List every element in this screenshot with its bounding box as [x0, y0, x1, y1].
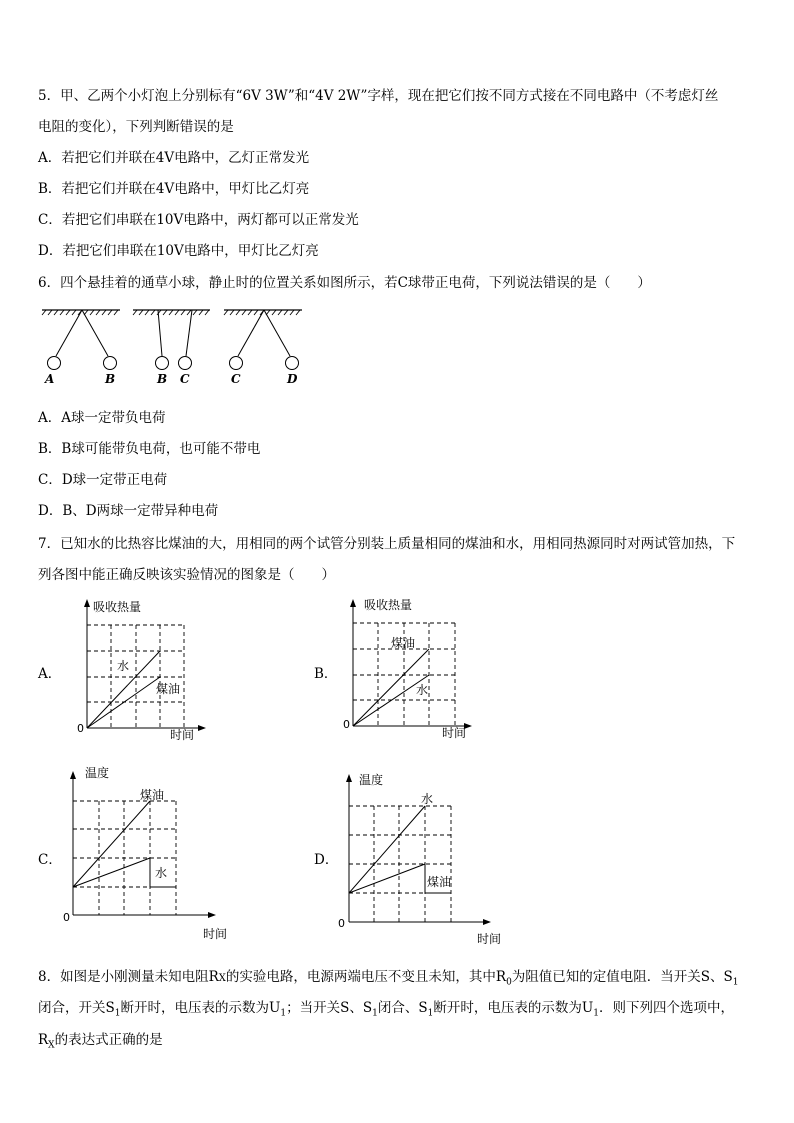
- label-c2: C: [231, 372, 241, 386]
- q5-stem-line1: 5．甲、乙两个小灯泡上分别标有“6V 3W”和“4V 2W”字样，现在把它们按不同方式接在不同电路中（不考虑灯丝: [38, 88, 719, 104]
- q7-option-c-label[interactable]: C．: [38, 852, 62, 868]
- q8-stem-line1: 8．如图是小刚测量未知电阻RX的实验电路，电源两端电压不变且未知，其中$R_0$为阻值已知的定值电阻．当开关S、$S_1$: [38, 969, 739, 988]
- pith-pair-ab: [42, 310, 120, 386]
- graph-d-origin: 0: [338, 917, 345, 930]
- q7-stem-line2: 列各图中能正确反映该实验情况的图象是（ ）: [38, 567, 335, 583]
- q7-option-a-label[interactable]: A．: [38, 666, 62, 682]
- graph-c-ylabel: 温度: [85, 766, 110, 780]
- graph-c-origin: 0: [63, 911, 70, 924]
- q5-option-a[interactable]: A．若把它们并联在4V电路中，乙灯正常发光: [38, 150, 310, 166]
- graph-a-origin: 0: [77, 722, 84, 735]
- q5-option-d[interactable]: D．若把它们串联在10V电路中，甲灯比乙灯亮: [38, 243, 319, 259]
- graph-b: [326, 595, 476, 745]
- ball-d: [286, 357, 299, 370]
- ball-a: [48, 357, 61, 370]
- label-b2: B: [157, 372, 168, 386]
- graph-b-upper-line-label: 煤油: [391, 636, 416, 650]
- q8-stem-line2: 闭合，开关$S_1$断开时，电压表的示数为$U_1$；当开关S、$S_1$闭合、$S_1$断开时，电压表的示数为$U_1$．则下列四个选项中，: [38, 1000, 734, 1019]
- graph-a-lower-line-label: 煤油: [156, 682, 181, 696]
- graph-b-xlabel: 时间: [442, 726, 467, 740]
- graph-c-xlabel: 时间: [203, 927, 228, 941]
- pith-pair-bc: [133, 310, 210, 386]
- graph-c-lower-line-label: 水: [155, 866, 168, 880]
- graph-b-lower-line-label: 水: [416, 683, 429, 697]
- graph-a: [60, 595, 200, 745]
- label-d: D: [287, 372, 298, 386]
- q7-option-d-label[interactable]: D．: [314, 852, 339, 868]
- graph-a-ylabel: 吸收热量: [93, 600, 142, 614]
- q7-option-b-label[interactable]: B．: [314, 666, 338, 682]
- pith-pair-cd: [224, 310, 302, 386]
- q6-option-c[interactable]: C．D球一定带正电荷: [38, 472, 168, 488]
- graph-d-ylabel: 温度: [359, 773, 384, 787]
- q6-option-d[interactable]: D．B、D两球一定带异种电荷: [38, 503, 219, 519]
- q6-option-a[interactable]: A．A球一定带负电荷: [38, 410, 166, 426]
- graph-d-xlabel: 时间: [477, 932, 502, 946]
- q7-stem-line1: 7．已知水的比热容比煤油的大，用相同的两个试管分别装上质量相同的煤油和水，用相同热源同时对两试管加热，下: [38, 536, 736, 552]
- q8-stem-line3: $R_X$的表达式正确的是: [38, 1032, 163, 1051]
- graph-d-upper-line-label: 水: [421, 792, 434, 806]
- graph-c-upper-line-label: 煤油: [140, 788, 165, 802]
- graph-d: [335, 770, 510, 950]
- ball-c: [179, 357, 192, 370]
- graph-d-lower-line-label: 煤油: [427, 875, 452, 889]
- graph-c: [60, 765, 228, 945]
- q5-stem-line2: 电阻的变化），下列判断错误的是: [38, 119, 234, 135]
- graph-b-origin: 0: [343, 718, 350, 731]
- graph-b-ylabel: 吸收热量: [364, 598, 413, 612]
- graph-a-upper-line-label: 水: [117, 659, 130, 673]
- label-c: C: [180, 372, 190, 386]
- pith-balls-figure: [0, 300, 794, 392]
- q5-option-b[interactable]: B．若把它们并联在4V电路中，甲灯比乙灯亮: [38, 181, 310, 197]
- q6-stem: 6．四个悬挂着的通草小球，静止时的位置关系如图所示，若C球带正电荷，下列说法错误的是（ ）: [38, 275, 651, 291]
- q6-option-b[interactable]: B．B球可能带负电荷，也可能不带电: [38, 441, 261, 457]
- ball-b2: [156, 357, 169, 370]
- q5-option-c[interactable]: C．若把它们串联在10V电路中，两灯都可以正常发光: [38, 212, 359, 228]
- label-b: B: [105, 372, 116, 386]
- ball-c2: [230, 357, 243, 370]
- label-a: A: [45, 372, 55, 386]
- ball-b: [104, 357, 117, 370]
- graph-a-xlabel: 时间: [170, 728, 195, 742]
